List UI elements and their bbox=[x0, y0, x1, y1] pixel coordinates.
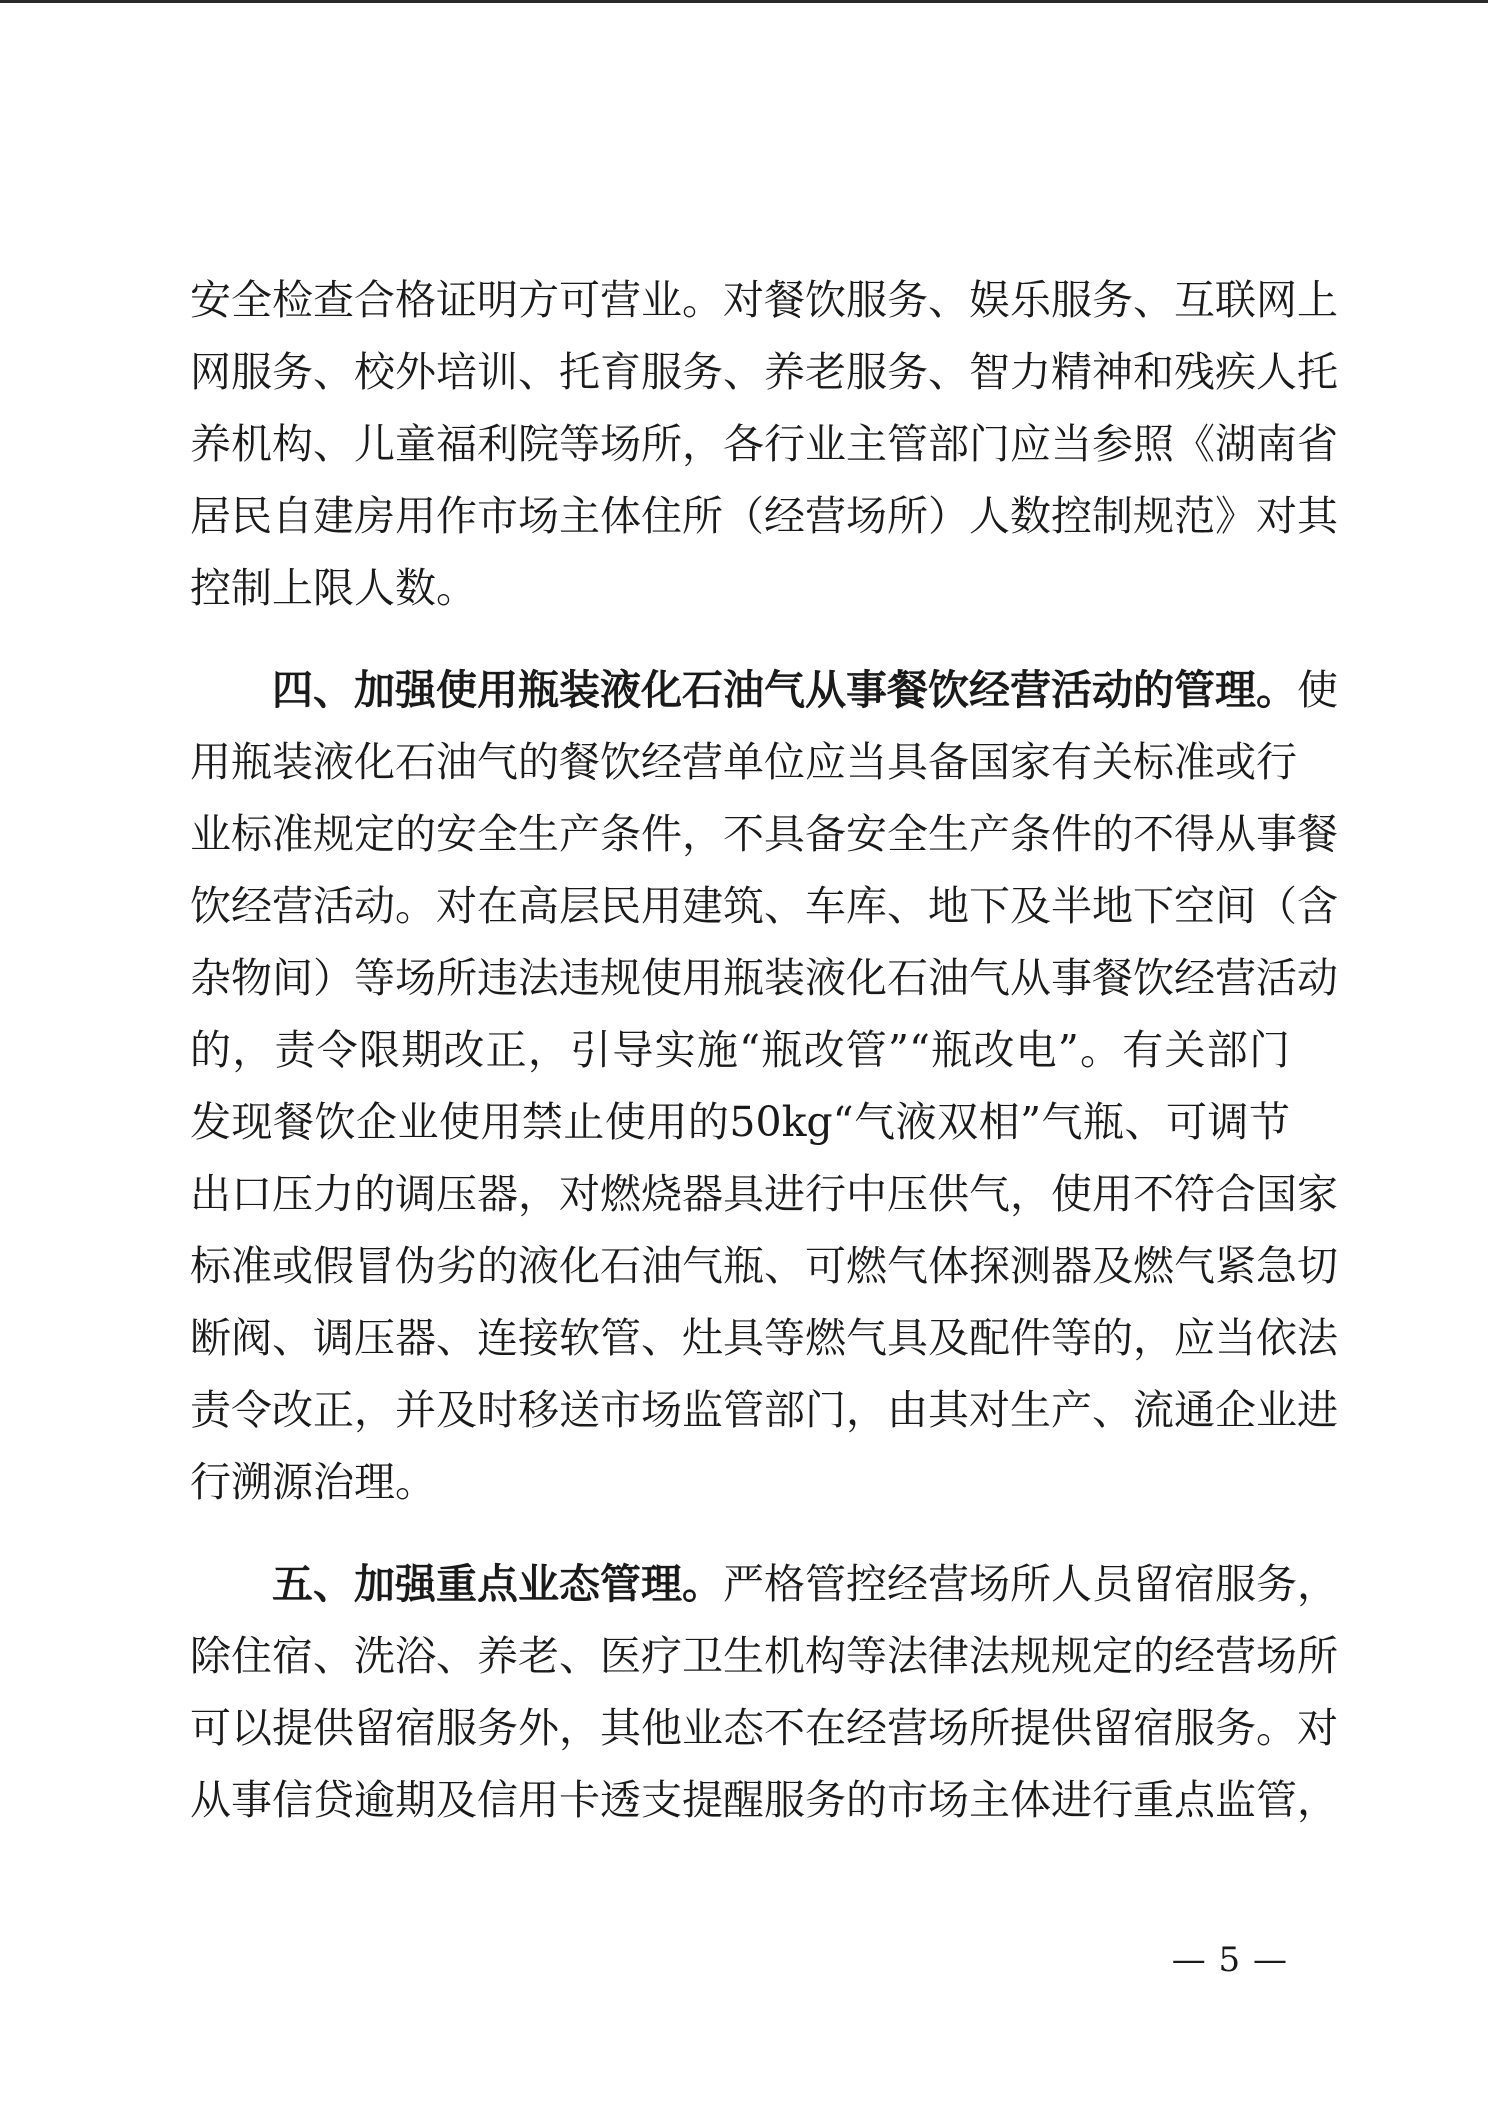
section-4-first-line bbox=[190, 660, 1338, 720]
paragraph-line: 可以提供留宿服务外，其他业态不在经营场所提供留宿服务。对 bbox=[190, 1704, 1338, 1752]
section-5-first-line bbox=[190, 1554, 1338, 1614]
section-5-heading: 五、加强重点业态管理。 bbox=[272, 1560, 723, 1608]
paragraph-line: 出口压力的调压器，对燃烧器具进行中压供气，使用不符合国家 bbox=[190, 1170, 1338, 1218]
paragraph-line: 饮经营活动。对在高层民用建筑、车库、地下及半地下空间（含 bbox=[190, 882, 1338, 930]
page-number: — 5 — bbox=[1171, 1940, 1288, 1980]
paragraph-line: 居民自建房用作市场主体住所（经营场所）人数控制规范》对其 bbox=[190, 492, 1338, 540]
section-4-first-line-text: 使 bbox=[1297, 666, 1338, 714]
paragraph-line: 行溯源治理。 bbox=[190, 1458, 436, 1506]
paragraph-line: 除住宿、洗浴、养老、医疗卫生机构等法律法规规定的经营场所 bbox=[190, 1632, 1338, 1680]
paragraph-line: 从事信贷逾期及信用卡透支提醒服务的市场主体进行重点监管， bbox=[190, 1776, 1338, 1824]
paragraph-line: 网服务、校外培训、托育服务、养老服务、智力精神和残疾人托 bbox=[190, 348, 1338, 396]
paragraph-line: 责令改正，并及时移送市场监管部门，由其对生产、流通企业进 bbox=[190, 1386, 1338, 1434]
paragraph-line: 的，责令限期改正，引导实施“瓶改管”“瓶改电”。有关部门 bbox=[190, 1026, 1290, 1074]
paragraph-line: 杂物间）等场所违法违规使用瓶装液化石油气从事餐饮经营活动 bbox=[190, 954, 1338, 1002]
paragraph-line: 养机构、儿童福利院等场所，各行业主管部门应当参照《湖南省 bbox=[190, 420, 1338, 468]
paragraph-line: 控制上限人数。 bbox=[190, 564, 477, 612]
paragraph-line: 标准或假冒伪劣的液化石油气瓶、可燃气体探测器及燃气紧急切 bbox=[190, 1242, 1338, 1290]
paragraph-line: 安全检查合格证明方可营业。对餐饮服务、娱乐服务、互联网上 bbox=[190, 276, 1338, 324]
section-4-heading: 四、加强使用瓶装液化石油气从事餐饮经营活动的管理。 bbox=[272, 666, 1297, 714]
page-top-border bbox=[0, 0, 1488, 3]
paragraph-line: 用瓶装液化石油气的餐饮经营单位应当具备国家有关标准或行 bbox=[190, 738, 1297, 786]
section-5-first-line-text: 严格管控经营场所人员留宿服务， bbox=[723, 1560, 1338, 1608]
paragraph-line: 发现餐饮企业使用禁止使用的50kg“气液双相”气瓶、可调节 bbox=[190, 1098, 1290, 1146]
paragraph-line: 断阀、调压器、连接软管、灶具等燃气具及配件等的，应当依法 bbox=[190, 1314, 1338, 1362]
paragraph-line: 业标准规定的安全生产条件，不具备安全生产条件的不得从事餐 bbox=[190, 810, 1338, 858]
